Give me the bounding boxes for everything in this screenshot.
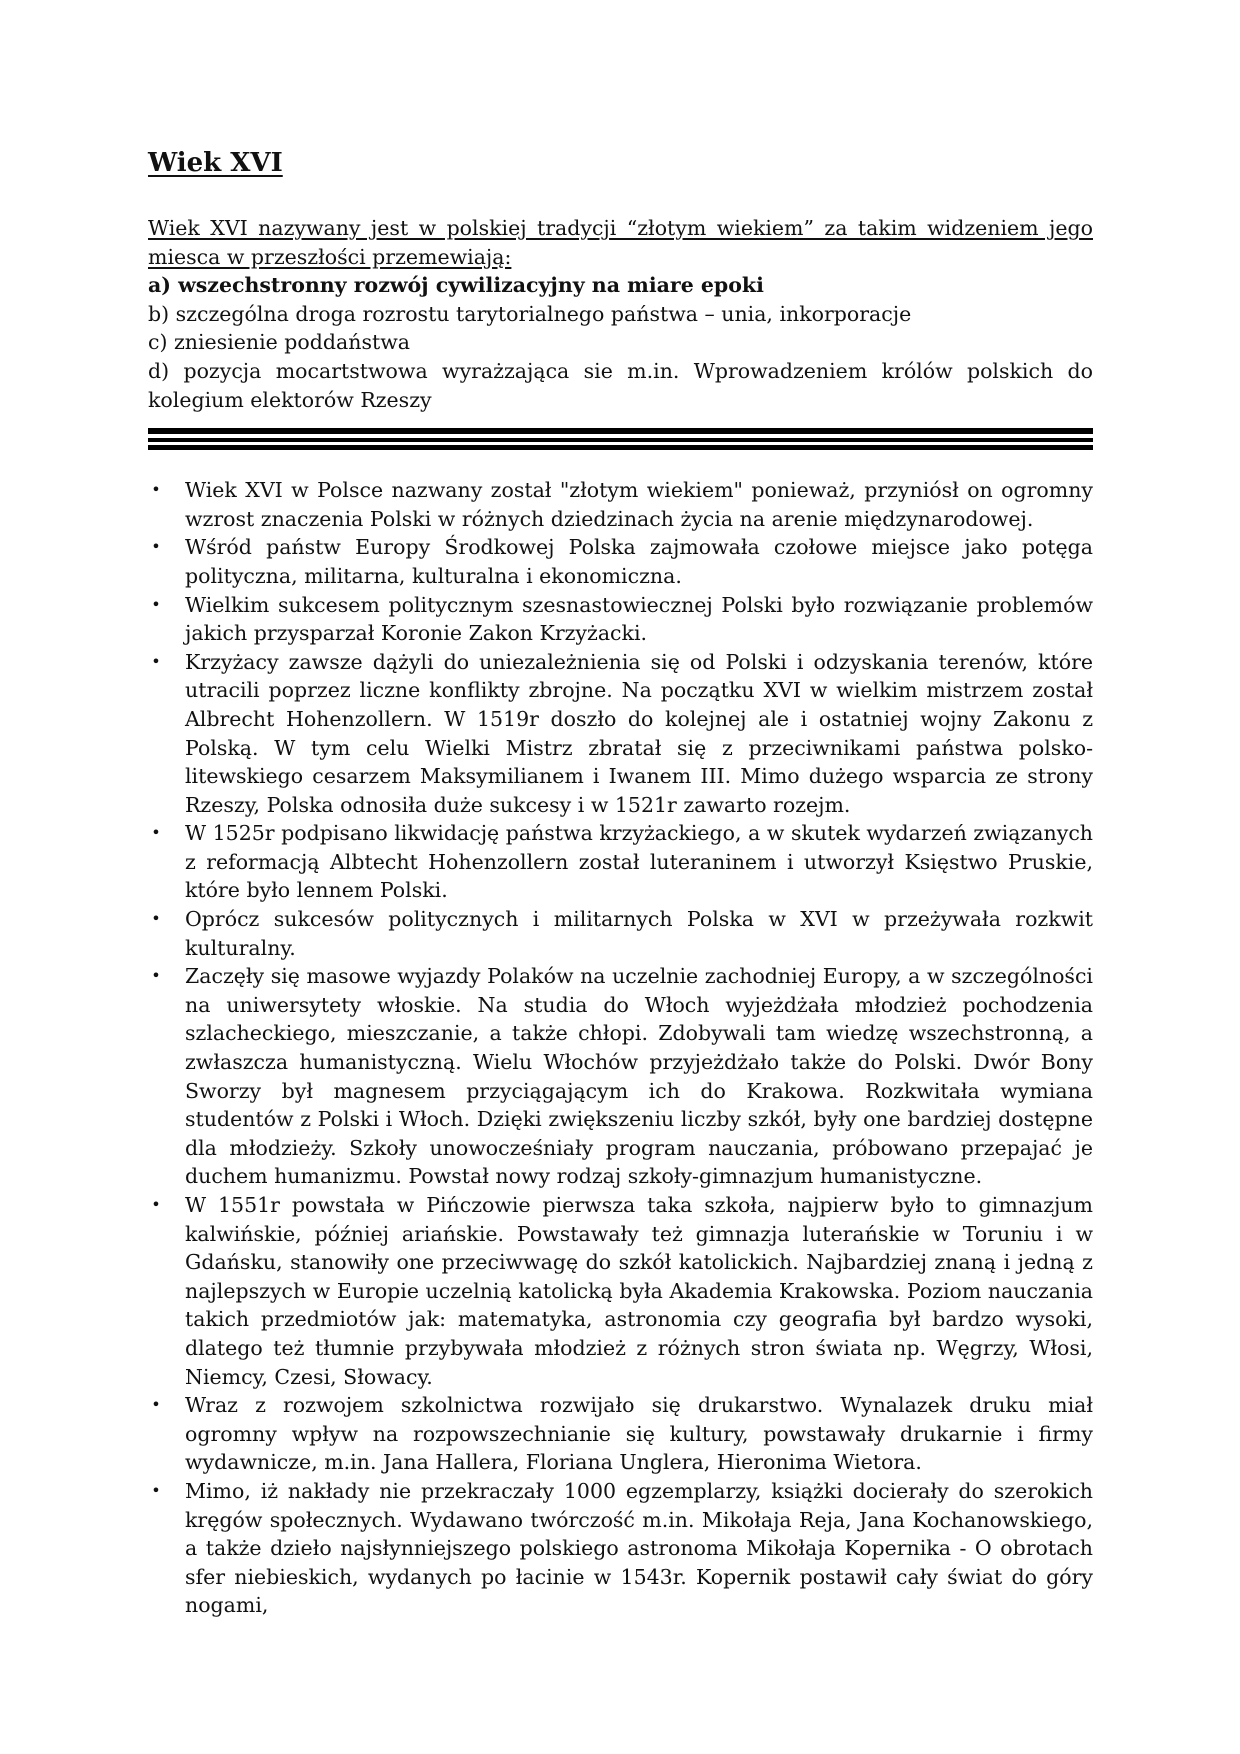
list-item-text: Zaczęły się masowe wyjazdy Polaków na uczelnie zachodniej Europy, a w szczególności na uniwersytety włoskie. Na studia do Włoch wyjeżdżała młodzież pochodzenia szlacheckiego, mieszczanie, a także chłopi. Zdobywali tam wiedzę wszechstronną, a zwłaszcza humanistyczną. Wielu Włochów przyjeżdżało także do Polski. Dwór Bony Sworzy był magnesem przyciągającym ich do Krakowa. Rozkwitała wymiana studentów z Polski i Włoch. Dzięki zwiększeniu liczby szkół, były one bardziej dostępne dla młodzieży. Szkoły unowocześniały program nauczania, próbowano przepajać je duchem humanizmu. Powstał nowy rodzaj szkoły-gimnazjum humanistyczne.	[185, 964, 1093, 1189]
list-item-text: Krzyżacy zawsze dążyli do uniezależnienia się od Polski i odzyskania terenów, które utracili poprzez liczne konflikty zbrojne. Na początku XVI w wielkim mistrzem został Albrecht Hohenzollern. W 1519r doszło do kolejnej ale i ostatniej wojny Zakonu z Polską. W tym celu Wielki Mistrz zbratał się z przeciwnikami państwa polsko-litewskiego cesarzem Maksymilianem i Iwanem III. Mimo dużego wsparcia ze strony Rzeszy, Polska odnosiła duże sukcesy i w 1521r zawarto rozejm.	[185, 649, 1093, 817]
list-item	[148, 1477, 1093, 1620]
list-item-text: W 1551r powstała w Pińczowie pierwsza taka szkoła, najpierw było to gimnazjum kalwińskie, później ariańskie. Powstawały też gimnazja luterańskie w Toruniu i w Gdańsku, stanowiły one przeciwwagę do szkół katolickich. Najbardziej znaną i jedną z najlepszych w Europie uczelnią katolicką była Akademia Krakowska. Poziom nauczania takich przedmiotów jak: matematyka, astronomia czy geografia był bardzo wysoki, dlatego też tłumnie przybywała młodzież z różnych stron świata np. Węgrzy, Włosi, Niemcy, Czesi, Słowacy.	[185, 1193, 1093, 1389]
list-item	[148, 1391, 1093, 1477]
bullet-icon: •	[151, 1395, 161, 1415]
document-title: Wiek XVI	[148, 148, 283, 178]
bullet-icon: •	[151, 909, 161, 929]
list-item-text: Wielkim sukcesem politycznym szesnastowiecznej Polski było rozwiązanie problemów jakich przysparzał Koronie Zakon Krzyżacki.	[185, 592, 1093, 646]
list-item	[148, 819, 1093, 905]
bullet-icon: •	[151, 966, 161, 986]
points-list	[148, 271, 1093, 414]
point-c: c) zniesienie poddaństwa	[148, 330, 410, 355]
point-d: d) pozycja mocartstwowa wyrażzająca sie m.in. Wprowadzeniem królów polskich do kolegium elektorów Rzeszy	[148, 358, 1093, 412]
document-content	[148, 146, 1093, 1620]
bullet-icon: •	[151, 480, 161, 500]
list-item	[148, 591, 1093, 648]
list-item	[148, 1191, 1093, 1391]
divider-line-middle	[148, 438, 1093, 442]
point-a: a) wszechstronny rozwój cywilizacyjny na miare epoki	[148, 273, 764, 298]
bullet-icon: •	[151, 823, 161, 843]
list-item-text: Mimo, iż nakłady nie przekraczały 1000 egzemplarzy, książki docierały do szerokich kręgów społecznych. Wydawano twórczość m.in. Mikołaja Reja, Jana Kochanowskiego, a także dzieło najsłynniejszego polskiego astronoma Mikołaja Kopernika - O obrotach sfer niebieskich, wydanych po łacinie w 1543r. Kopernik postawił cały świat do góry nogami,	[185, 1478, 1093, 1618]
divider-line-top	[148, 428, 1093, 434]
list-item-text: W 1525r podpisano likwidację państwa krzyżackiego, a w skutek wydarzeń związanych z reformacją Albtecht Hohenzollern został luteraninem i utworzył Księstwo Pruskie, które było lennem Polski.	[185, 821, 1093, 903]
section-divider	[148, 428, 1093, 450]
bullet-icon: •	[151, 594, 161, 614]
divider-line-bottom	[148, 445, 1093, 450]
bullet-icon: •	[151, 537, 161, 557]
list-item-text: Oprócz sukcesów politycznych i militarnych Polska w XVI w przeżywała rozkwit kulturalny.	[185, 907, 1093, 960]
bullet-list	[148, 476, 1093, 1620]
intro-paragraph: Wiek XVI nazywany jest w polskiej tradycji “złotym wiekiem” za takim widzeniem jego miesca w przeszłości przemewiają:	[148, 216, 1093, 269]
list-item-text: Wśród państw Europy Środkowej Polska zajmowała czołowe miejsce jako potęga polityczna, militarna, kulturalna i ekonomiczna.	[185, 535, 1093, 588]
bullet-icon: •	[151, 1480, 161, 1500]
bullet-icon: •	[151, 651, 161, 671]
list-item-text: Wraz z rozwojem szkolnictwa rozwijało się drukarstwo. Wynalazek druku miał ogromny wpływ na rozpowszechnianie się kultury, powstawały drukarnie i firmy wydawnicze, m.in. Jana Hallera, Floriana Unglera, Hieronima Wietora.	[185, 1393, 1093, 1475]
list-item	[148, 905, 1093, 962]
list-item	[148, 476, 1093, 533]
bullet-icon: •	[151, 1195, 161, 1214]
list-item	[148, 648, 1093, 820]
list-item-text: Wiek XVI w Polsce nazwany został "złotym wiekiem" ponieważ, przyniósł on ogromny wzrost znaczenia Polski w różnych dziedzinach życia na arenie międzynarodowej.	[185, 478, 1093, 531]
list-item	[148, 962, 1093, 1191]
point-b: b) szczególna droga rozrostu tarytorialnego państwa – unia, inkorporacje	[148, 301, 912, 326]
list-item	[148, 533, 1093, 590]
